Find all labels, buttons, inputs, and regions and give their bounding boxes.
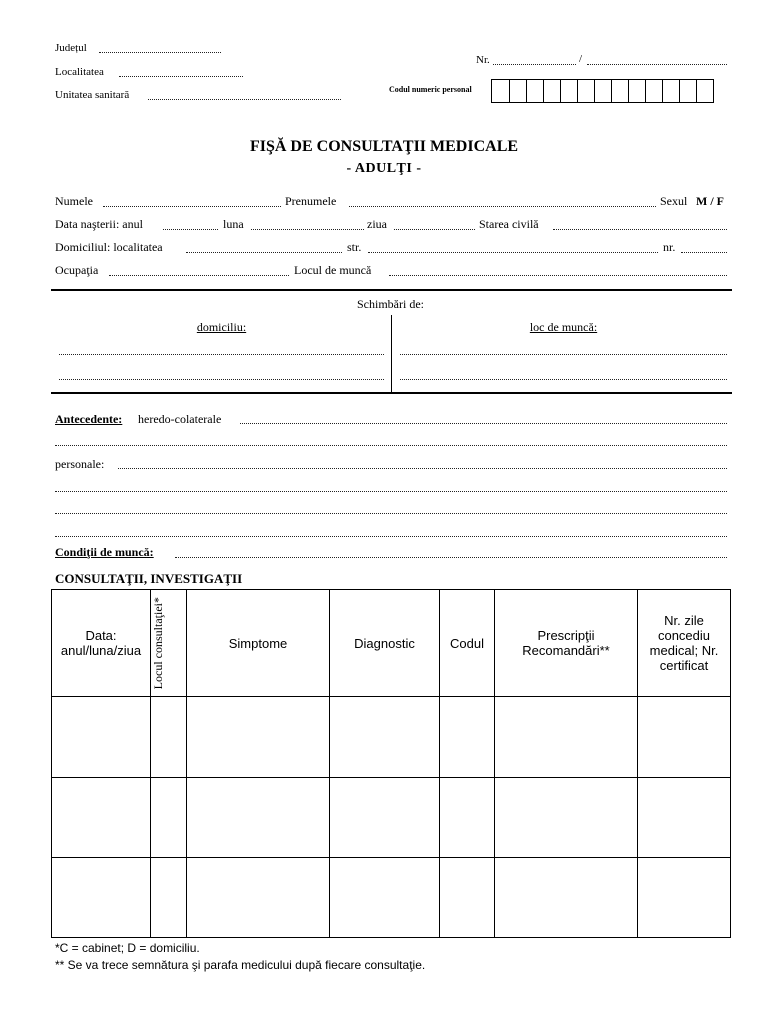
localitatea-field[interactable]: [186, 252, 342, 253]
loc-munca-label: loc de muncă:: [529, 320, 598, 334]
luna-field[interactable]: [251, 229, 364, 230]
numele-field[interactable]: [103, 206, 281, 207]
heredo-label: heredo-colaterale: [138, 412, 222, 426]
cnp-boxes[interactable]: [491, 79, 714, 103]
ocupatia-label: Ocupaţia: [55, 263, 99, 277]
loc-munca-line-2[interactable]: [400, 379, 727, 380]
conditii-label: Condiţii de muncă:: [55, 545, 154, 559]
domiciliul-label: Domiciliul: localitatea: [55, 240, 163, 254]
nr-dom-label: nr.: [663, 240, 676, 254]
nr-field-1[interactable]: [493, 64, 576, 65]
loc-munca-line-1[interactable]: [400, 354, 727, 355]
nr-slash: /: [579, 53, 583, 65]
judet-label: Județul: [55, 42, 87, 54]
nr-label: Nr.: [476, 54, 490, 66]
nr-dom-field[interactable]: [681, 252, 727, 253]
judet-field[interactable]: [99, 52, 221, 53]
changes-top-rule: [51, 289, 732, 291]
str-field[interactable]: [368, 252, 658, 253]
personale-line-4[interactable]: [55, 536, 727, 537]
cnp-label: Codul numeric personal: [389, 85, 472, 94]
unitate-field[interactable]: [148, 99, 341, 100]
col-locul: Locul consultaţiei*: [151, 590, 187, 697]
domiciliu-label: domiciliu:: [196, 320, 247, 334]
table-row[interactable]: [52, 857, 731, 937]
personale-line-2[interactable]: [55, 491, 727, 492]
conditii-field[interactable]: [175, 557, 727, 558]
table-row[interactable]: [52, 697, 731, 777]
personale-line-3[interactable]: [55, 513, 727, 514]
personale-field[interactable]: [118, 468, 727, 469]
heredo-field[interactable]: [240, 423, 727, 424]
localitate-label: Localitatea: [55, 66, 104, 78]
locul-munca-field[interactable]: [389, 275, 727, 276]
form-subtitle: - ADULŢI -: [346, 161, 422, 176]
locul-munca-label: Locul de muncă: [294, 263, 372, 277]
table-header-row: [52, 590, 731, 697]
domiciliu-line-2[interactable]: [59, 379, 384, 380]
footnote-1: *C = cabinet; D = domiciliu.: [55, 941, 200, 955]
antecedente-label: Antecedente:: [55, 412, 123, 426]
nr-field-2[interactable]: [587, 64, 727, 65]
prenumele-label: Prenumele: [285, 194, 337, 208]
consult-section-title: CONSULTAŢII, INVESTIGAŢII: [55, 571, 243, 586]
personale-label: personale:: [55, 457, 105, 471]
table-row[interactable]: [52, 777, 731, 857]
col-simptome: Simptome: [187, 590, 330, 697]
luna-label: luna: [223, 217, 244, 231]
col-codul: Codul: [440, 590, 495, 697]
ocupatia-field[interactable]: [109, 275, 289, 276]
sexul-label: Sexul: [660, 194, 688, 208]
col-zile: Nr. zile concediu medical; Nr. certificat: [638, 590, 731, 697]
ziua-label: ziua: [367, 217, 387, 231]
localitate-field[interactable]: [119, 76, 243, 77]
consult-table: [51, 589, 731, 938]
col-diagnostic: Diagnostic: [330, 590, 440, 697]
prenumele-field[interactable]: [349, 206, 656, 207]
heredo-line-2[interactable]: [55, 445, 727, 446]
anul-field[interactable]: [163, 229, 218, 230]
col-data: Data: anul/luna/ziua: [52, 590, 151, 697]
starea-civila-field[interactable]: [553, 229, 727, 230]
unitate-label: Unitatea sanitară: [55, 89, 130, 101]
form-title: FIŞĂ DE CONSULTAŢII MEDICALE: [249, 138, 519, 155]
changes-title: Schimbări de:: [357, 297, 424, 311]
str-label: str.: [347, 240, 362, 254]
ziua-field[interactable]: [394, 229, 475, 230]
numele-label: Numele: [55, 194, 93, 208]
changes-bottom-rule: [51, 392, 732, 394]
sex-options[interactable]: M / F: [696, 194, 724, 208]
starea-civila-label: Starea civilă: [479, 217, 539, 231]
col-prescriptii: Prescripţii Recomandări**: [495, 590, 638, 697]
footnote-2: ** Se va trece semnătura şi parafa medicului după fiecare consultaţie.: [55, 958, 426, 972]
data-nasterii-label: Data naşterii: anul: [55, 217, 143, 231]
domiciliu-line-1[interactable]: [59, 354, 384, 355]
